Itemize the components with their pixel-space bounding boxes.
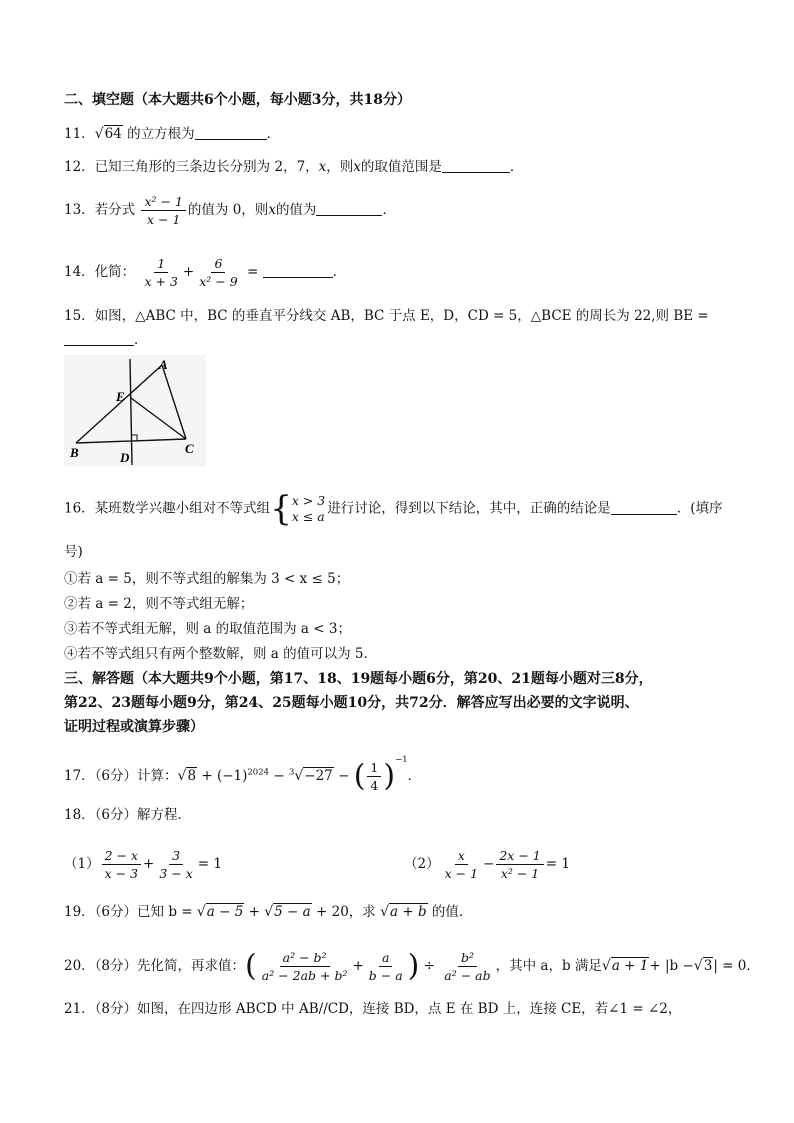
q16-option-4: ④若不等式组只有两个整数解，则 a 的值可以为 5．	[64, 646, 378, 662]
question-18-part-2: （2） $\frac{x}{x - 1}$ − $\frac{2x - 1}{\text{x² − 1}}$ = 1	[404, 848, 570, 881]
question-number: 13．	[64, 202, 95, 218]
question-17: 17．（6分）计算：$√8 + (-1)^{2024} - ^3√-27$ − ( $\frac{1}{4}$ )$^{-1}$．	[64, 755, 422, 794]
question-16: 16．某班数学兴趣小组对不等式组{ x > 3 x ≤ a 进行讨论，得到以下结论，其中，正确的结论是 ．(填序	[64, 489, 723, 529]
answer-blank[interactable]	[263, 263, 333, 278]
label-D: D	[120, 450, 130, 465]
inequality-system: x > 3 x ≤ a	[291, 493, 326, 524]
question-number: 15．	[64, 308, 95, 324]
q16-option-1: ①若 a = 5，则不等式组的解集为 3 < x ≤ 5；	[64, 571, 350, 587]
triangle-diagram	[64, 355, 206, 467]
fraction: $\frac{a}{b - a}$	[368, 950, 403, 983]
question-text: 如图，在四边形 ABCD 中 AB//CD，连接 BD，点 E 在 BD 上，连接 CE，若∠1 = ∠2，	[137, 1001, 682, 1017]
label-B: B	[70, 445, 79, 460]
score: （6分）	[94, 807, 138, 823]
label-C: C	[185, 441, 194, 456]
question-number: 17．	[64, 768, 95, 784]
fraction: $\frac{x}{x - 1}$	[444, 848, 479, 881]
question-text: 的立方根为	[127, 126, 195, 142]
question-20: 20．（8分）先化简，再求值：( $\frac{\text{a² − b²}}{\text{a² − 2ab + b²}}$ + $\frac{a}{b - a}$ ) ÷ $\frac{\text{b²}}{\text{a² − ab}}$ ，其中 a，b 满足√a + 1+ |b −√3| = 0．	[64, 948, 760, 984]
question-15	[64, 307, 709, 325]
question-18: 18．（6分）解方程．	[64, 807, 192, 823]
section-3-heading-line2: 第22、23题每小题9分，第24、25题每小题10分，共72分．解答应写出必要的文字说明、	[64, 695, 639, 711]
label-E: E	[116, 389, 125, 404]
question-19: 19．（6分）已知 b = √a − 5 + √5 − a + 20，求 √a + b 的值．	[64, 904, 473, 920]
answer-blank[interactable]	[442, 158, 510, 173]
question-13: 13．若分式 $\frac{\text{x² − 1}}{x - 1}$ 的值为 0，则x的值为 ．	[64, 194, 396, 227]
score: （8分）	[94, 1001, 138, 1017]
fraction: $\frac{2x - 1}{\text{x² − 1}}$	[496, 848, 543, 881]
answer-blank[interactable]	[64, 331, 134, 346]
question-21	[64, 1000, 681, 1018]
question-text: 如图，△ABC 中，BC 的垂直平分线交 AB，BC 于点 E，D，CD = 5，△BCE 的周长为 22,则 BE =	[94, 308, 709, 324]
q16-option-3: ③若不等式组无解，则 a 的取值范围为 a < 3；	[64, 621, 351, 637]
answer-blank[interactable]	[316, 201, 382, 216]
question-12: 12．已知三角形的三条边长分别为 2，7，x，则x的取值范围是 ．	[64, 159, 524, 175]
question-number: 11．	[64, 126, 95, 142]
fraction: $\frac{6}{\text{x² − 9}}$	[199, 256, 238, 289]
question-number: 19．	[64, 904, 95, 920]
fraction: $\frac{\text{x² − 1}}{x - 1}$	[141, 194, 185, 227]
question-number: 20．	[64, 958, 95, 974]
triangle-figure	[64, 355, 206, 467]
q16-option-2: ②若 a = 2，则不等式组无解；	[64, 596, 254, 612]
question-number: 16．	[64, 500, 95, 517]
score: （8分）	[94, 958, 138, 974]
question-number: 18．	[64, 807, 95, 823]
question-18-part-1: （1） $\frac{2 - x}{x - 3}$ + $\frac{3}{3 - x}$ = 1	[64, 848, 222, 881]
answer-blank[interactable]	[195, 125, 267, 140]
score: （6分）	[94, 904, 138, 920]
fraction: $\frac{2 - x}{x - 3}$	[102, 848, 141, 881]
question-number: 14．	[64, 264, 95, 280]
label-A: A	[159, 357, 168, 372]
question-number: 12．	[64, 159, 95, 175]
question-15-answer-line: ．	[64, 331, 148, 349]
answer-blank[interactable]	[611, 500, 677, 515]
radicand: 64	[104, 126, 122, 142]
section-3-heading-line1: 三、解答题（本大题共9个小题，第17、18、19题每小题6分，第20、21题每小题对三8分，	[64, 671, 653, 687]
question-16-tail: 号)	[64, 544, 83, 560]
section-2-heading: 二、填空题（本大题共6个小题，每小题3分，共18分）	[64, 92, 411, 108]
question-11: 11．√64 的立方根为 ．	[64, 126, 281, 142]
fraction: $\frac{\text{a² − b²}}{\text{a² − 2ab + b²}}$	[261, 950, 348, 983]
section-3-heading-line3: 证明过程或演算步骤）	[64, 719, 204, 735]
score: （6分）	[94, 768, 138, 784]
fraction: $\frac{1}{4}$	[367, 760, 381, 793]
fraction: $\frac{\text{b²}}{\text{a² − ab}}$	[444, 950, 491, 983]
fraction: $\frac{1}{x + 3}$	[144, 256, 178, 289]
question-number: 21．	[64, 1001, 95, 1017]
question-14: 14．化简： $\frac{1}{x + 3}$ + $\frac{6}{\text{x² − 9}}$ = ．	[64, 256, 347, 289]
fraction: $\frac{3}{3 - x}$	[159, 848, 193, 881]
